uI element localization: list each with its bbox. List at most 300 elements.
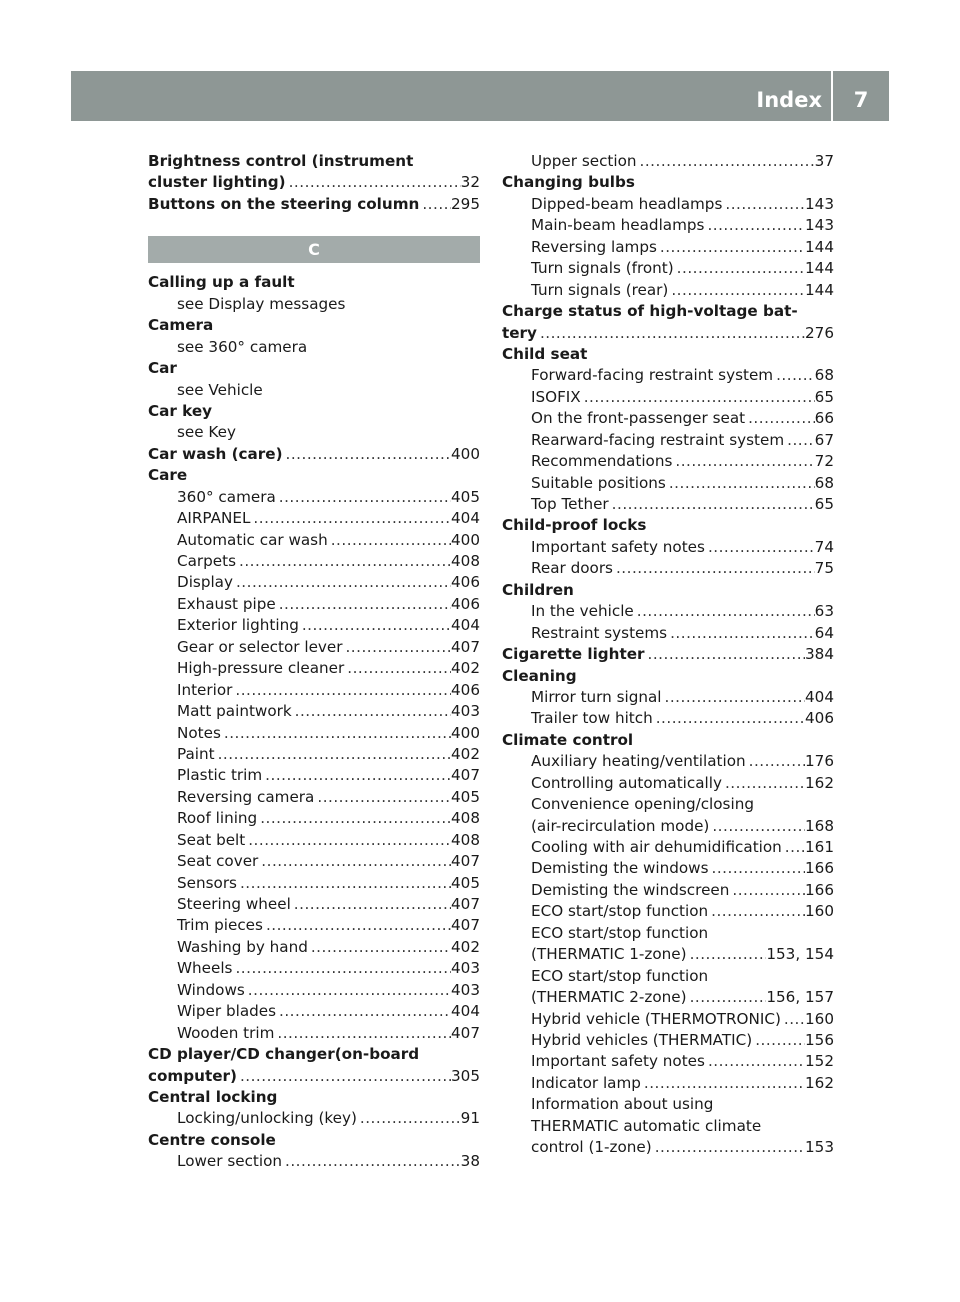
entry-text: Wooden trim (177, 1023, 275, 1042)
entry-text: Indicator lamp (531, 1073, 641, 1092)
page-reference: 143 (805, 194, 834, 213)
index-subentry (148, 637, 480, 658)
entry-text: Information about using (531, 1095, 714, 1114)
page-reference: 408 (451, 809, 480, 828)
index-subentry (502, 473, 834, 494)
entry-text: AIRPANEL (177, 509, 251, 528)
index-subentry (502, 687, 834, 708)
page-reference: 166 (805, 859, 834, 878)
entry-text: Rear doors (531, 559, 613, 578)
entry-text: Roof lining (177, 809, 258, 828)
entry-text: Display (177, 573, 233, 592)
index-term (502, 515, 834, 536)
page-reference: 400 (451, 723, 480, 742)
entry-text: (THERMATIC 2-zone) (531, 988, 687, 1007)
page-reference: 168 (805, 816, 834, 835)
entry-text: see 360° camera (177, 337, 308, 356)
dot-leader (308, 937, 451, 958)
page-header (71, 71, 889, 121)
index-subentry (502, 623, 834, 644)
entry-text: Steering wheel (177, 895, 291, 913)
page-reference: 407 (451, 916, 480, 935)
entry-text: Trim pieces (177, 916, 263, 935)
dot-leader (609, 494, 815, 515)
page-reference: 402 (451, 744, 480, 763)
index-subentry (502, 901, 834, 922)
entry-text: ECO start/stop function (531, 923, 709, 942)
entry-text: CD player/CD changer(on-board (148, 1045, 420, 1064)
page-reference: 384 (805, 645, 834, 664)
index-subentry (502, 923, 834, 944)
entry-text: cluster lighting) (148, 173, 286, 192)
dot-leader (237, 1066, 451, 1087)
dot-leader (233, 572, 451, 593)
dot-leader (342, 637, 451, 658)
page-reference: 407 (451, 1023, 480, 1042)
index-term (502, 172, 834, 193)
dot-leader (745, 408, 815, 429)
index-subentry (502, 151, 834, 172)
page-reference: 295 (451, 194, 480, 213)
dot-leader (419, 194, 451, 215)
dot-leader (645, 644, 805, 665)
dot-leader (784, 430, 815, 451)
page-reference: 400 (451, 530, 480, 549)
index-term (502, 301, 834, 322)
letter-heading-c: C (148, 236, 480, 263)
page-reference: 65 (814, 387, 834, 406)
entry-text: Lower section (177, 1152, 283, 1171)
entry-text: Controlling automatically (531, 773, 722, 792)
page-reference: 405 (451, 487, 480, 506)
dot-leader (709, 858, 805, 879)
index-subentry (502, 708, 834, 729)
page-reference: 32 (460, 173, 480, 192)
entry-text: Convenience opening/closing (531, 795, 754, 814)
entry-text: Carpets (177, 552, 237, 570)
index-entries-b (148, 151, 480, 215)
index-subentry (502, 558, 834, 579)
dot-leader (687, 944, 767, 965)
entry-text: tery (502, 323, 537, 342)
index-term (502, 344, 834, 365)
entry-text: Demisting the windows (531, 859, 709, 878)
dot-leader (328, 530, 451, 551)
entry-text: Charge status of high-voltage bat- (502, 302, 798, 321)
entry-text: Automatic car wash (177, 530, 328, 549)
page-reference: 404 (451, 509, 480, 528)
dot-leader (237, 873, 451, 894)
index-term (148, 172, 480, 193)
index-subentry (502, 816, 834, 837)
index-subentry (148, 958, 480, 979)
entry-text: Dipped-beam headlamps (531, 194, 723, 213)
entry-text: Windows (177, 980, 245, 999)
index-term (502, 580, 834, 601)
entry-text: Top Tether (531, 495, 609, 513)
entry-text: Changing bulbs (502, 173, 635, 192)
section-title: Index (756, 88, 822, 112)
index-column-left (148, 151, 480, 1173)
page-reference: 407 (451, 637, 480, 656)
index-subentry (502, 858, 834, 879)
dot-leader (653, 708, 805, 729)
index-column-right (502, 151, 834, 1159)
dot-leader (232, 958, 451, 979)
index-subentry (148, 787, 480, 808)
page-reference: 143 (805, 216, 834, 235)
page-reference: 72 (814, 452, 834, 471)
page-reference: 406 (805, 709, 834, 728)
dot-leader (672, 451, 814, 472)
page-reference: 403 (451, 980, 480, 999)
dot-leader (782, 837, 805, 858)
page-reference: 37 (814, 152, 834, 170)
index-subentry (502, 601, 834, 622)
index-subentry (148, 380, 480, 401)
index-subentry (502, 987, 834, 1008)
entry-text: Reversing camera (177, 787, 315, 806)
entry-text: Sensors (177, 873, 237, 892)
entry-text: THERMATIC automatic climate (531, 1116, 762, 1135)
page-reference: 408 (451, 552, 480, 570)
index-subentry (148, 1108, 480, 1129)
dot-leader (667, 623, 815, 644)
entry-text: Plastic trim (177, 766, 263, 785)
dot-leader (641, 1073, 805, 1094)
index-subentry (148, 701, 480, 722)
dot-leader (299, 615, 451, 636)
entry-text: Exhaust pipe (177, 594, 276, 613)
index-subentry (502, 451, 834, 472)
index-term (148, 1044, 480, 1065)
page-reference: 405 (451, 787, 480, 806)
index-subentry (148, 294, 480, 315)
index-subentry (148, 487, 480, 508)
page-reference: 276 (805, 323, 834, 342)
dot-leader (286, 172, 461, 193)
entry-text: Car key (148, 401, 213, 420)
entry-text: Seat belt (177, 830, 246, 849)
index-subentry (148, 873, 480, 894)
page-reference: 67 (814, 430, 834, 449)
entry-text: ECO start/stop function (531, 902, 709, 921)
page-reference: 153 (805, 1138, 834, 1157)
entry-text: Camera (148, 316, 214, 335)
index-subentry (148, 1151, 480, 1172)
index-entries-c (148, 272, 480, 1172)
dot-leader (637, 151, 815, 172)
index-term (148, 465, 480, 486)
entry-text: Cigarette lighter (502, 645, 645, 664)
dot-leader (722, 194, 805, 215)
dot-leader (314, 787, 451, 808)
index-subentry (148, 572, 480, 593)
index-subentry (148, 680, 480, 701)
index-term (148, 444, 480, 465)
dot-leader (215, 744, 451, 765)
dot-leader (344, 658, 451, 679)
entry-text: Car wash (care) (148, 444, 283, 463)
index-subentry (502, 408, 834, 429)
index-term (502, 666, 834, 687)
page-reference: 407 (451, 852, 480, 871)
dot-leader (746, 751, 805, 772)
dot-leader (662, 687, 805, 708)
page-reference: 400 (451, 444, 480, 463)
entry-text: Forward-facing restraint system (531, 366, 774, 385)
dot-leader (537, 323, 805, 344)
index-subentry (148, 1023, 480, 1044)
entry-text: Cleaning (502, 666, 577, 685)
index-subentry (148, 615, 480, 636)
page-reference: 75 (814, 559, 834, 578)
index-subentry (502, 237, 834, 258)
index-subentry (502, 773, 834, 794)
entry-text: Hybrid vehicle (THERMOTRONIC) (531, 1009, 781, 1028)
entry-text: Seat cover (177, 852, 259, 871)
entry-text: Trailer tow hitch (531, 709, 653, 728)
index-term (148, 358, 480, 379)
index-term (502, 644, 834, 665)
dot-leader (674, 258, 805, 279)
dot-leader (666, 473, 815, 494)
page-reference: 404 (805, 687, 834, 706)
index-subentry (148, 765, 480, 786)
dot-leader (705, 1051, 805, 1072)
entry-text: Important safety notes (531, 537, 705, 556)
index-subentry (148, 594, 480, 615)
entry-text: In the vehicle (531, 602, 634, 621)
dot-leader (357, 1108, 461, 1129)
entry-text: Hybrid vehicles (THERMATIC) (531, 1030, 753, 1049)
page-reference: 161 (805, 838, 834, 856)
page-reference: 38 (460, 1152, 480, 1171)
entry-text: Recommendations (531, 452, 673, 471)
index-subentry (502, 387, 834, 408)
entry-text: Main-beam headlamps (531, 216, 705, 235)
dot-leader (581, 387, 815, 408)
dot-leader (709, 816, 805, 837)
page-reference: 406 (451, 594, 480, 613)
entry-text: Calling up a fault (148, 273, 295, 292)
index-subentry (148, 744, 480, 765)
index-term (148, 194, 480, 215)
page-reference: 404 (451, 1002, 480, 1021)
dot-leader (276, 487, 451, 508)
index-term (148, 1066, 480, 1087)
page-reference: 91 (460, 1109, 480, 1128)
page-reference: 305 (451, 1066, 480, 1085)
index-subentry (148, 337, 480, 358)
entry-text: Paint (177, 744, 215, 763)
page-reference: 74 (814, 537, 834, 556)
index-subentry (502, 280, 834, 301)
dot-leader (708, 901, 805, 922)
entry-text: Notes (177, 723, 221, 742)
index-subentry (148, 830, 480, 851)
entry-text: Turn signals (rear) (531, 280, 669, 299)
entry-text: Car (148, 359, 177, 378)
index-term (148, 315, 480, 336)
dot-leader (232, 680, 451, 701)
entry-text: Upper section (531, 152, 637, 170)
dot-leader (250, 508, 451, 529)
index-subentry (502, 751, 834, 772)
page-reference: 156, 157 (766, 988, 834, 1007)
page-reference: 152 (805, 1052, 834, 1071)
index-term (502, 730, 834, 751)
index-subentry (502, 365, 834, 386)
entry-text: Brightness control (instrument (148, 152, 414, 170)
entry-text: Gear or selector lever (177, 637, 343, 656)
entry-text: Climate control (502, 730, 634, 749)
page-reference: 160 (805, 902, 834, 921)
dot-leader (274, 1023, 451, 1044)
page-reference: 68 (814, 473, 834, 492)
index-term (148, 401, 480, 422)
dot-leader (722, 773, 805, 794)
page-reference: 407 (451, 766, 480, 785)
dot-leader (705, 537, 815, 558)
index-subentry (502, 1116, 834, 1137)
page-reference: 153, 154 (766, 945, 834, 964)
index-subentry (148, 851, 480, 872)
page-reference: 63 (814, 602, 834, 621)
page-reference: 408 (451, 830, 480, 849)
page-reference: 144 (805, 237, 834, 256)
index-subentry (502, 430, 834, 451)
entry-text: Washing by hand (177, 937, 308, 956)
index-subentry (148, 422, 480, 443)
dot-leader (292, 701, 451, 722)
index-term (148, 151, 480, 172)
entry-text: On the front-passenger seat (531, 409, 746, 428)
entry-text: Reversing lamps (531, 237, 657, 256)
entry-text: Matt paintwork (177, 702, 292, 721)
entry-text: Turn signals (front) (531, 259, 674, 278)
index-subentry (502, 215, 834, 236)
index-subentry (502, 794, 834, 815)
index-subentry (502, 194, 834, 215)
dot-leader (263, 915, 451, 936)
dot-leader (276, 594, 451, 615)
entry-text: Central locking (148, 1087, 278, 1106)
entry-text: (THERMATIC 1-zone) (531, 945, 687, 964)
entry-text: (air-recirculation mode) (531, 816, 710, 835)
index-term (148, 1087, 480, 1108)
dot-leader (258, 851, 451, 872)
entry-text: Care (148, 466, 188, 485)
entry-text: ECO start/stop function (531, 966, 709, 985)
entry-text: ISOFIX (531, 387, 581, 406)
page-reference: 65 (814, 495, 834, 513)
dot-leader (781, 1009, 805, 1030)
index-term (148, 1130, 480, 1151)
entry-text: see Display messages (177, 294, 346, 313)
page-reference: 406 (451, 680, 480, 699)
index-subentry (148, 894, 480, 915)
dot-leader (752, 1030, 805, 1051)
entry-text: Centre console (148, 1130, 276, 1149)
index-subentry (502, 1030, 834, 1051)
page-reference: 407 (451, 895, 480, 913)
page-number: 7 (853, 88, 869, 112)
index-subentry (502, 494, 834, 515)
dot-leader (236, 551, 451, 572)
index-subentry (502, 1073, 834, 1094)
page-reference: 402 (451, 937, 480, 956)
page-reference: 144 (805, 259, 834, 278)
dot-leader (245, 980, 451, 1001)
page-reference: 403 (451, 959, 480, 978)
index-subentry (148, 723, 480, 744)
page-reference: 402 (451, 659, 480, 678)
index-subentry (502, 258, 834, 279)
dot-leader (634, 601, 815, 622)
entry-text: Restraint systems (531, 623, 668, 642)
entry-text: Exterior lighting (177, 616, 299, 635)
entry-text: High-pressure cleaner (177, 659, 345, 678)
dot-leader (773, 365, 815, 386)
dot-leader (652, 1137, 805, 1158)
index-term (148, 272, 480, 293)
entry-text: Buttons on the steering column (148, 194, 420, 213)
dot-leader (613, 558, 815, 579)
page-reference: 160 (805, 1009, 834, 1028)
entry-text: Mirror turn signal (531, 687, 662, 706)
page-reference: 166 (805, 880, 834, 899)
entry-text: Suitable positions (531, 473, 666, 492)
dot-leader (687, 987, 767, 1008)
page-reference: 66 (814, 409, 834, 428)
page-reference: 176 (805, 752, 834, 771)
dot-leader (291, 894, 451, 915)
entry-text: Important safety notes (531, 1052, 705, 1071)
page-reference: 144 (805, 280, 834, 299)
index-subentry (148, 1001, 480, 1022)
page-reference: 403 (451, 702, 480, 721)
index-subentry (502, 1137, 834, 1158)
index-subentry (148, 937, 480, 958)
dot-leader (245, 830, 451, 851)
index-subentry (148, 530, 480, 551)
index-subentry (502, 1009, 834, 1030)
entry-text: 360° camera (177, 487, 276, 506)
index-subentry (502, 837, 834, 858)
page-reference: 162 (805, 1073, 834, 1092)
page-reference: 68 (814, 366, 834, 385)
dot-leader (668, 280, 805, 301)
dot-leader (221, 723, 451, 744)
entry-text: Demisting the windscreen (531, 880, 730, 899)
entry-text: Child-proof locks (502, 516, 647, 535)
entry-text: computer) (148, 1066, 237, 1085)
index-subentry (502, 966, 834, 987)
index-subentry (148, 980, 480, 1001)
dot-leader (276, 1001, 451, 1022)
index-subentry (148, 658, 480, 679)
page-reference: 406 (451, 573, 480, 592)
dot-leader (657, 237, 805, 258)
dot-leader (262, 765, 451, 786)
dot-leader (283, 444, 451, 465)
index-subentry (502, 537, 834, 558)
entry-text: Rearward-facing restraint system (531, 430, 785, 449)
page-reference: 64 (814, 623, 834, 642)
index-entries-c-continued (502, 151, 834, 1159)
index-subentry (148, 808, 480, 829)
